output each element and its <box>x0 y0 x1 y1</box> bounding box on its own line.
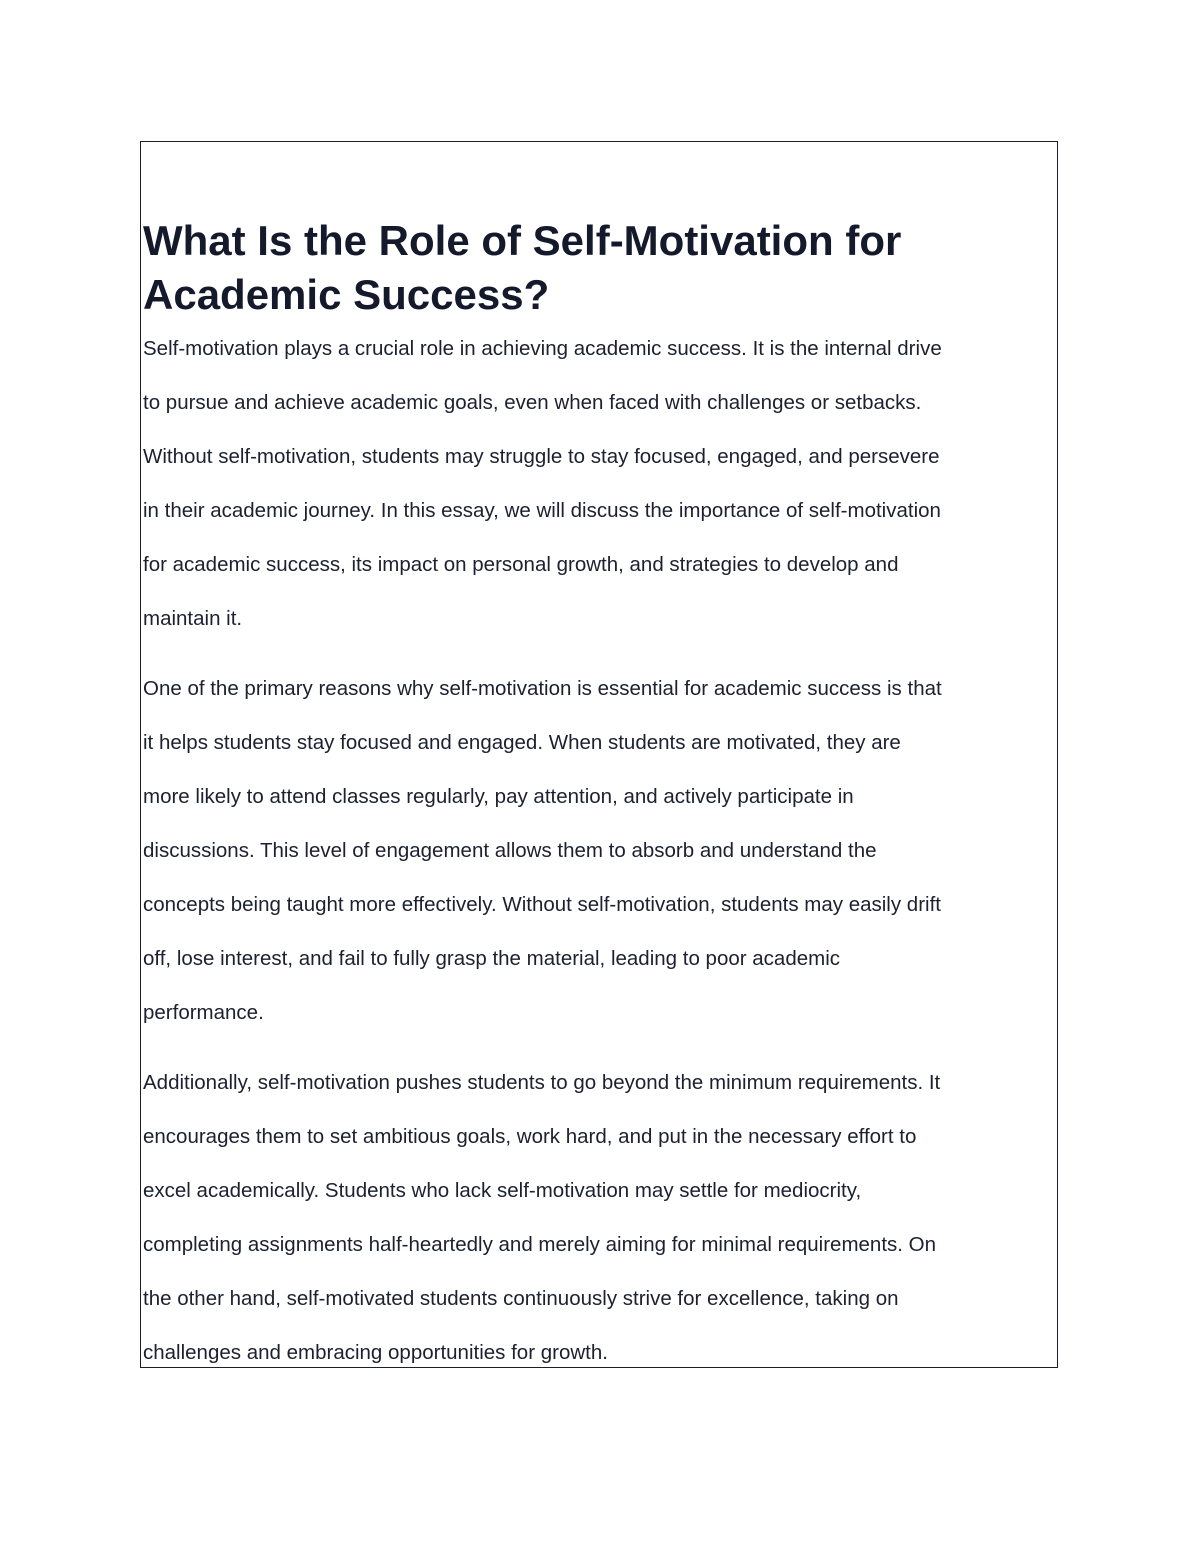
text-line: more likely to attend classes regularly, pay attention, and actively participate in <box>143 785 854 808</box>
text-line: challenges and embracing opportunities for growth. <box>143 1341 608 1364</box>
text-line: in their academic journey. In this essay, we will discuss the importance of self-motivation <box>143 499 941 522</box>
title-line: What Is the Role of Self-Motivation for <box>143 217 902 264</box>
paragraph-beyond-minimum <box>143 1056 1058 1368</box>
text-line: to pursue and achieve academic goals, even when faced with challenges or setbacks. <box>143 391 922 414</box>
document-content <box>143 214 1058 1368</box>
text-line: encourages them to set ambitious goals, work hard, and put in the necessary effort to <box>143 1125 917 1148</box>
document-title <box>143 214 1058 322</box>
text-line: maintain it. <box>143 607 243 630</box>
paragraph-focus <box>143 662 1058 1040</box>
text-line: the other hand, self-motivated students continuously strive for excellence, taking on <box>143 1287 899 1310</box>
text-line: Without self-motivation, students may struggle to stay focused, engaged, and persevere <box>143 445 940 468</box>
text-line: completing assignments half-heartedly and merely aiming for minimal requirements. On <box>143 1233 937 1256</box>
text-line: concepts being taught more effectively. Without self-motivation, students may easily drift <box>143 893 941 916</box>
text-line: One of the primary reasons why self-motivation is essential for academic success is that <box>143 677 942 700</box>
text-line: discussions. This level of engagement allows them to absorb and understand the <box>143 839 877 862</box>
text-line: it helps students stay focused and engaged. When students are motivated, they are <box>143 731 901 754</box>
title-line: Academic Success? <box>143 271 550 318</box>
text-line: off, lose interest, and fail to fully grasp the material, leading to poor academic <box>143 947 841 970</box>
document-frame <box>140 141 1058 1368</box>
paragraph-intro <box>143 322 1058 646</box>
text-line: for academic success, its impact on personal growth, and strategies to develop and <box>143 553 899 576</box>
text-line: Self-motivation plays a crucial role in achieving academic success. It is the internal drive <box>143 337 942 360</box>
text-line: performance. <box>143 1001 264 1024</box>
text-line: Additionally, self-motivation pushes students to go beyond the minimum requirements. It <box>143 1071 941 1094</box>
text-line: excel academically. Students who lack self-motivation may settle for mediocrity, <box>143 1179 862 1202</box>
